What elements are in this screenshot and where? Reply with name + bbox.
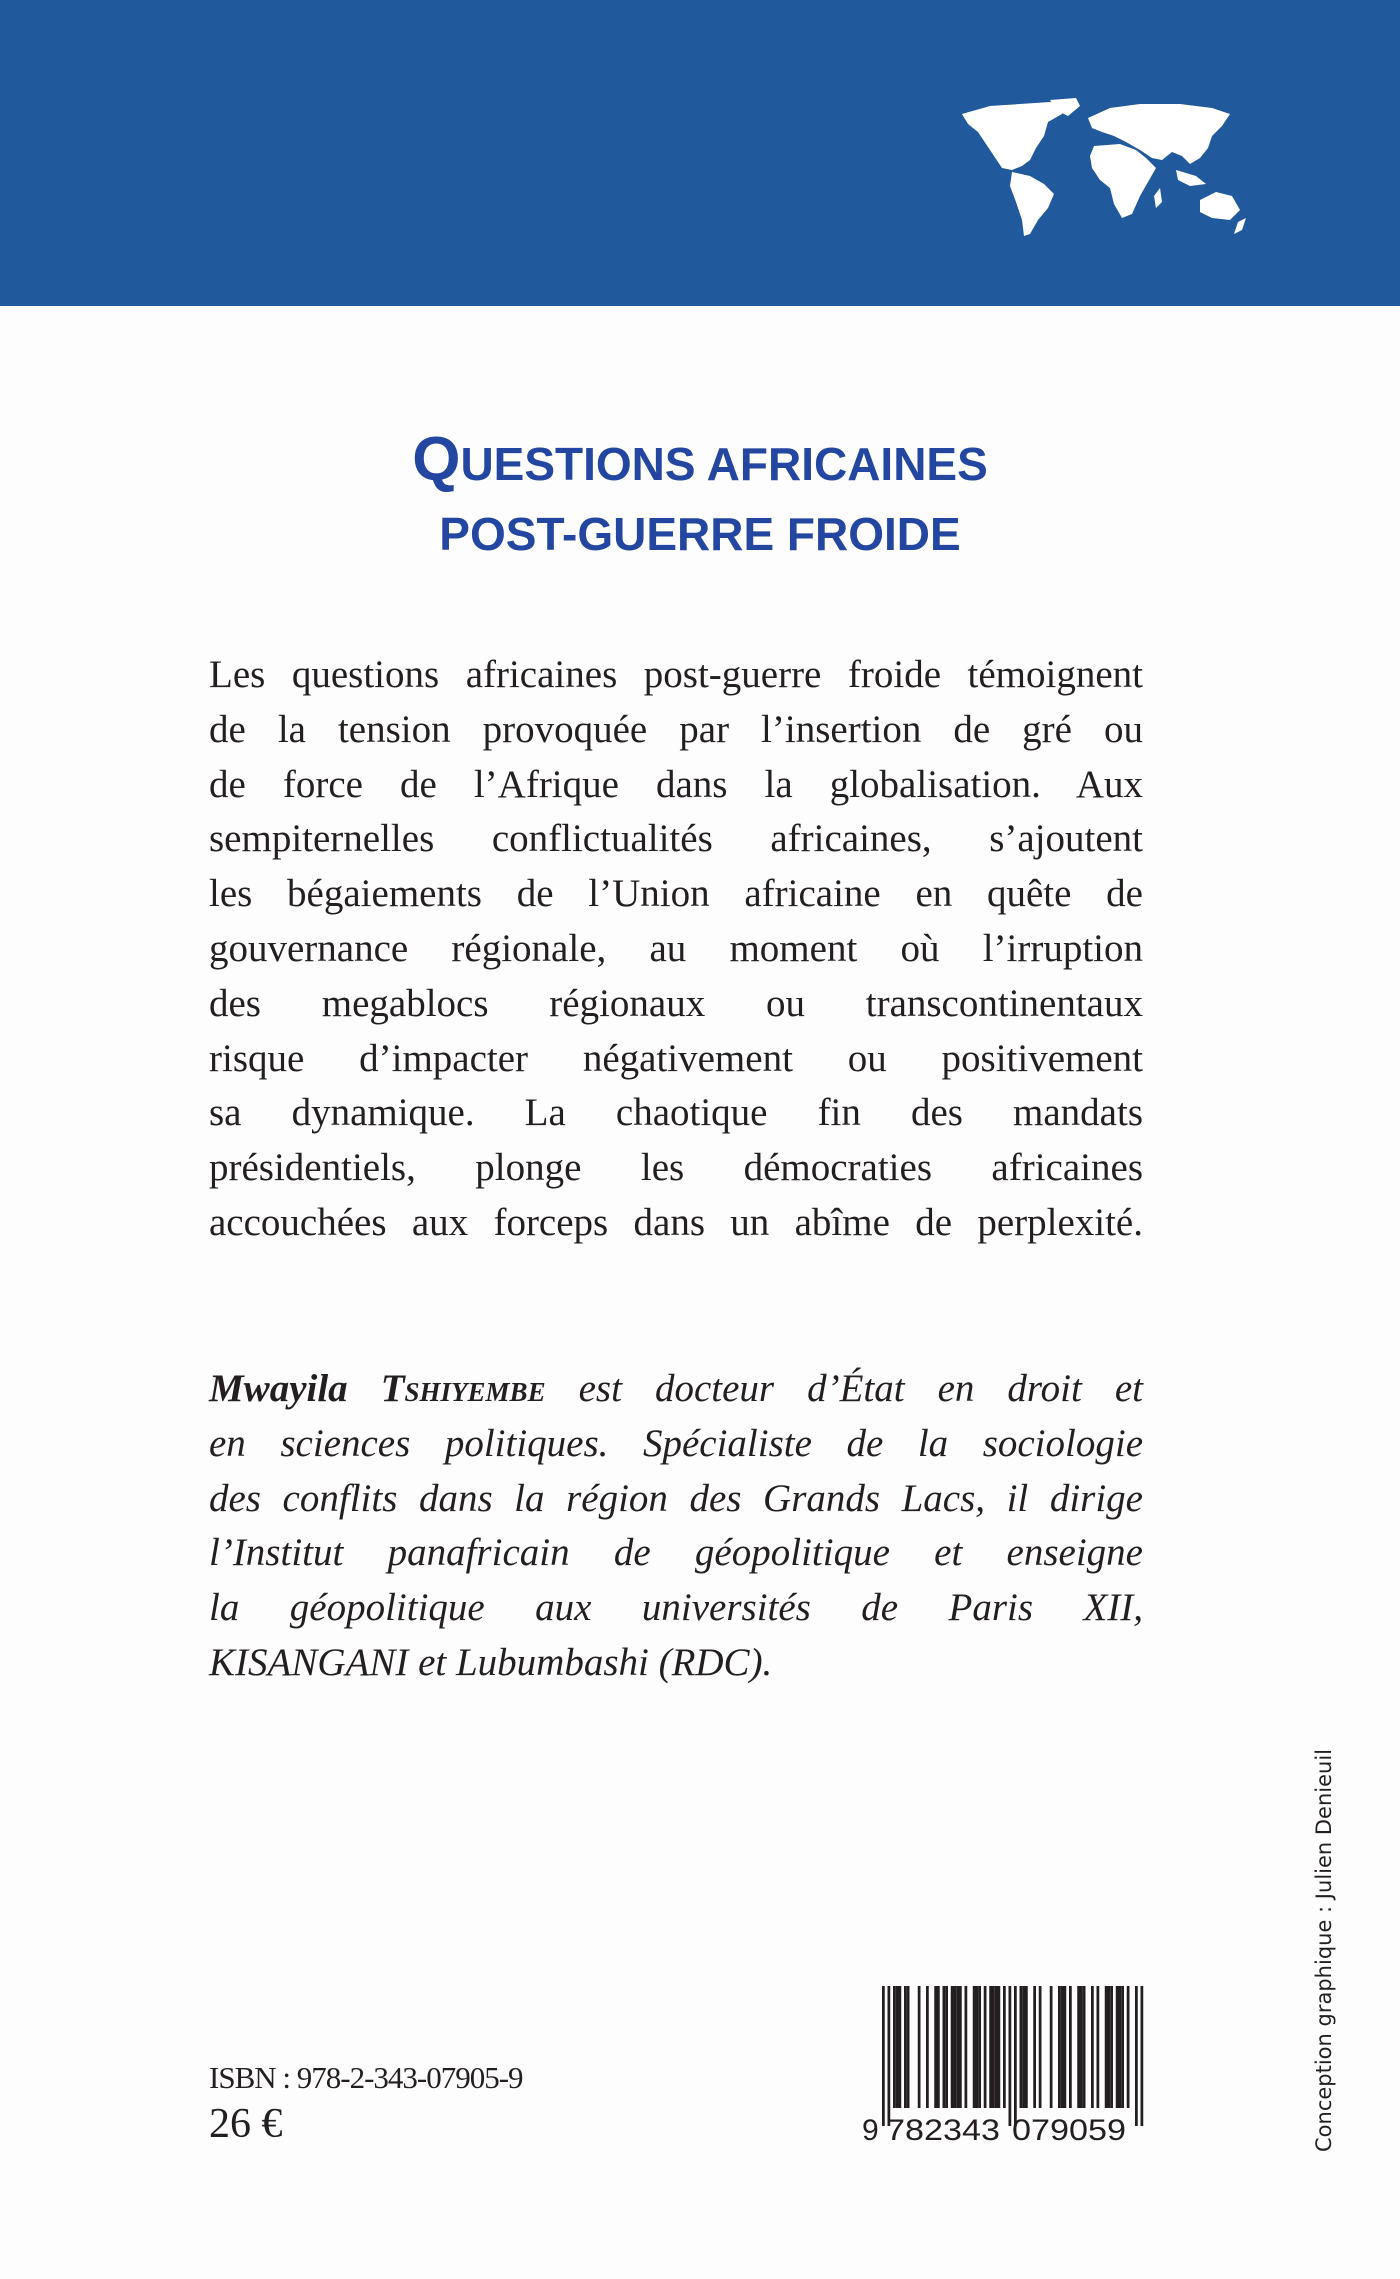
barcode-bar [1141,1986,1144,2126]
barcode-bar [1050,1986,1053,2108]
barcode-bar [893,1986,896,2108]
barcode-bar [1022,1986,1025,2108]
summary-line: sa dynamique. La chaotique fin des mandats [209,1091,1143,1135]
barcode-bar [1105,1986,1108,2108]
barcode-bar [956,1986,959,2108]
barcode-bar [951,1986,954,2108]
price: 26 € [209,2101,283,2147]
summary-line: gouvernance régionale, au moment où l’irruption [209,926,1143,970]
bio-line: la géopolitique aux universités de Paris XII, [209,1586,1143,1630]
barcode-bar [899,1986,902,2108]
barcode-bar [965,1986,968,2108]
bio-line [209,1362,1143,1417]
barcode-left-digits: 782343 [886,2114,1000,2146]
barcode-bar [943,1986,946,2108]
book-title [0,425,1400,569]
summary-line: risque d’impacter négativement ou positivement [209,1036,1143,1080]
summary-line: Les questions africaines post-guerre froide témoignent [209,653,1143,696]
title-line-2: POST-GUERRE FROIDE [439,508,961,560]
barcode-bar [1077,1986,1080,2108]
barcode-bar [1108,1986,1111,2108]
bio-line: des conflits dans la région des Grands Lacs, il dirige [209,1476,1143,1520]
barcode-bar [918,1986,921,2108]
barcode-bar [926,1986,929,2108]
barcode-bar [945,1986,948,2108]
barcode-bar [904,1986,907,2108]
barcode-bar [882,1986,885,2126]
summary-line: présidentiels, plonge les démocraties africaines [209,1146,1143,1190]
barcode-bar [1039,1986,1042,2108]
bio-line: l’Institut panafricain de géopolitique et enseigne [209,1531,1143,1575]
barcode-bar [995,1986,998,2108]
barcode-bar [1121,1986,1124,2108]
barcode-bar [1097,1986,1100,2108]
barcode-bar [1025,1986,1028,2108]
isbn: ISBN : 978-2-343-07905-9 [209,2060,523,2095]
barcode-bar [1069,1986,1072,2108]
barcode-bar [1110,1986,1113,2108]
title-line-1: UESTIONS AFRICAINES [460,438,988,490]
barcode [862,1986,1147,2146]
author-first-name: Mwayila [209,1367,348,1410]
barcode-bar [937,1986,940,2108]
barcode-bar [907,1986,910,2108]
barcode-bar [1014,1986,1017,2126]
barcode-bar [978,1986,981,2108]
barcode-bar [959,1986,962,2108]
barcode-bar [1058,1986,1061,2108]
barcode-right-digits: 079059 [1012,2114,1126,2146]
barcode-bar [1083,1986,1086,2108]
author-last-name: Tshiyembe [380,1367,546,1410]
barcode-bar [1003,1986,1006,2108]
barcode-first-digit: 9 [862,2114,879,2146]
barcode-bar [1127,1986,1130,2108]
barcode-bar [1064,1986,1067,2108]
design-credit: Conception graphique : Julien Denieuil [1312,1748,1336,2152]
barcode-bars [882,1986,1143,2126]
summary-line: accouchées aux forceps dans un abîme de perplexité. [209,1200,1143,1244]
summary-line: de la tension provoquée par l’insertion de gré ou [209,707,1143,751]
barcode-bar [1116,1986,1119,2108]
bio-line: KISANGANI et Lubumbashi (RDC). [209,1640,773,1684]
summary-line: de force de l’Afrique dans la globalisation. Aux [209,762,1143,806]
barcode-bar [888,1986,891,2126]
title-initial: Q [412,425,461,494]
barcode-bar [973,1986,976,2108]
barcode-bar [992,1986,995,2108]
bio-line: en sciences politiques. Spécialiste de la sociologie [209,1421,1143,1465]
barcode-bar [984,1986,987,2108]
barcode-bar [954,1986,957,2108]
bio-line-1-text: est docteur d’État en droit et [545,1367,1144,1410]
barcode-bar [934,1986,937,2108]
barcode-bar [998,1986,1001,2108]
summary-line: des megablocs régionaux ou transcontinentaux [209,981,1143,1025]
world-map-icon [950,92,1250,242]
barcode-bar [989,1986,992,2108]
summary-line: sempiternelles conflictualités africaines, s’ajoutent [209,817,1143,861]
top-banner [0,0,1400,306]
barcode-bar [1119,1986,1122,2108]
barcode-bar [1061,1986,1064,2108]
barcode-bar [1009,1986,1012,2126]
summary-line: les bégaiements de l’Union africaine en quête de [209,872,1143,916]
barcode-bar [1135,1986,1138,2126]
barcode-bar [976,1986,979,2108]
barcode-bar [896,1986,899,2108]
barcode-bar [1091,1986,1094,2108]
barcode-bar [1020,1986,1023,2108]
barcode-bar [1033,1986,1036,2108]
author-bio [209,1362,1143,1691]
barcode-bar [1080,1986,1083,2108]
summary-paragraph [209,648,1143,1251]
